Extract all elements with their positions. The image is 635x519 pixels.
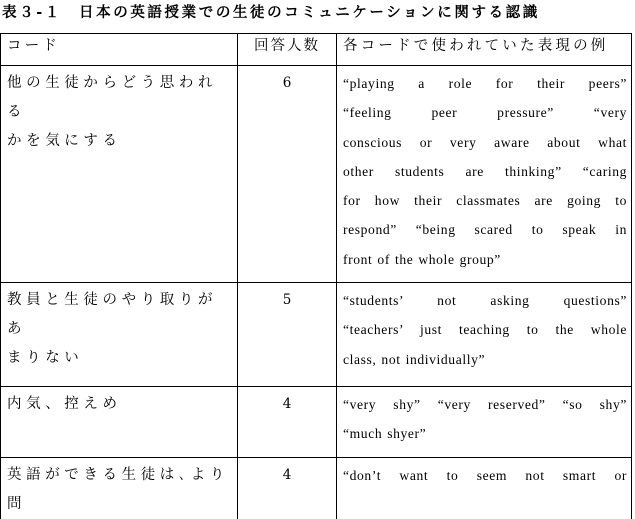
example-line: class, not individually” <box>343 345 627 374</box>
example-line: other students are thinking” “caring <box>343 157 627 186</box>
count-cell: 5 <box>238 283 337 387</box>
code-line: 内気、控えめ <box>7 390 233 419</box>
code-line: 教員と生徒のやり取りがあ <box>7 286 233 344</box>
table-row <box>1 66 632 283</box>
examples-cell <box>337 387 632 458</box>
code-line: かを気にする <box>7 127 233 156</box>
examples-cell <box>337 283 632 387</box>
table-row <box>1 283 632 387</box>
code-line: まりない <box>7 344 233 373</box>
example-line: “feeling peer pressure” “very <box>343 98 627 127</box>
code-cell <box>1 387 238 458</box>
table-row <box>1 458 632 519</box>
perception-table <box>0 33 632 519</box>
examples-cell <box>337 66 632 283</box>
table-header-row <box>1 34 632 66</box>
count-cell: 6 <box>238 66 337 283</box>
example-line: for how their classmates are going to <box>343 186 627 215</box>
example-line: “students’ not asking questions” <box>343 286 627 315</box>
header-examples: 各コードで使われていた表現の例 <box>337 34 632 66</box>
example-line: “very shy” “very reserved” “so shy” <box>343 390 627 419</box>
example-line: “teachers’ just teaching to the whole <box>343 315 627 344</box>
count-cell: 4 <box>238 387 337 458</box>
example-line: conscious or very aware about what <box>343 128 627 157</box>
header-code: コード <box>1 34 238 66</box>
count-cell: 4 <box>238 458 337 519</box>
code-cell <box>1 66 238 283</box>
header-count: 回答人数 <box>238 34 337 66</box>
example-line: “don’t want to seem not smart or <box>343 461 627 490</box>
example-line: “much shyer” <box>343 419 627 448</box>
example-line: front of the whole group” <box>343 245 627 274</box>
code-line: 英語ができる生徒は､より問 <box>7 461 233 519</box>
examples-cell <box>337 458 632 519</box>
code-line: 他の生徒からどう思われる <box>7 69 233 127</box>
example-line: “playing a role for their peers” <box>343 69 627 98</box>
example-line: respond” “being scared to speak in <box>343 215 627 244</box>
code-cell <box>1 458 238 519</box>
table-row <box>1 387 632 458</box>
table-caption: 表３-１ 日本の英語授業での生徒のコミュニケーションに関する認識 <box>2 3 540 23</box>
code-cell <box>1 283 238 387</box>
